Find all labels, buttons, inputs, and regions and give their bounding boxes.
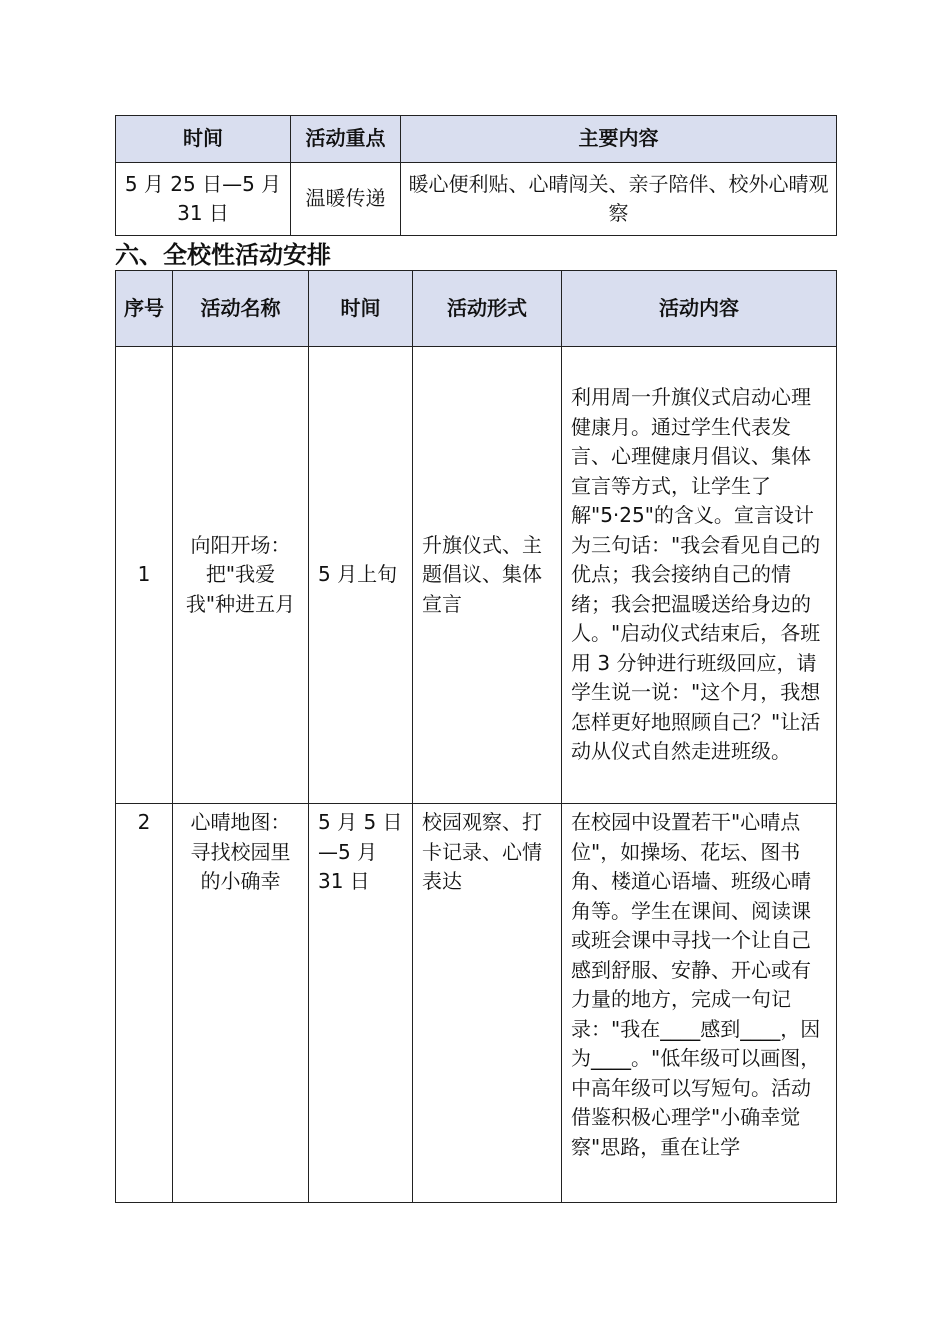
cell-no: 1 bbox=[116, 347, 173, 804]
table-row bbox=[116, 804, 837, 1203]
header-activity-content: 活动内容 bbox=[562, 271, 837, 347]
cell-activity-content: 利用周一升旗仪式启动心理健康月。通过学生代表发言、心理健康月倡议、集体宣言等方式，让学生了解"5·25"的含义。宣言设计为三句话："我会看见自己的优点；我会接纳自己的情绪；我会把温暖送给身边的人。"启动仪式结束后，各班用 3 分钟进行班级回应，请学生说一说："这个月，我想怎样更好地照顾自己？"让活动从仪式自然走进班级。 bbox=[562, 347, 837, 804]
cell-time: 5 月上旬 bbox=[309, 347, 413, 804]
header-main-content: 主要内容 bbox=[401, 116, 837, 163]
cell-activity-name: 心晴地图：寻找校园里的小确幸 bbox=[173, 804, 309, 1203]
cell-activity-form: 升旗仪式、主题倡议、集体宣言 bbox=[413, 347, 562, 804]
header-time: 时间 bbox=[116, 116, 291, 163]
cell-time: 5 月 25 日—5 月 31 日 bbox=[116, 163, 291, 236]
header-activity-name: 活动名称 bbox=[173, 271, 309, 347]
header-time: 时间 bbox=[309, 271, 413, 347]
activity-content-text: 在校园中设置若干"心晴点位"，如操场、花坛、图书角、楼道心语墙、班级心晴角等。学生在课间、阅读课或班会课中寻找一个让自己感到舒服、安静、开心或有力量的地方，完成一句记录："我在____感到____，因为____。"低年级可以画图，中高年级可以写短句。活动借鉴积极心理学"小确幸觉察"思路，重在让学 bbox=[571, 810, 821, 1159]
cell-focus: 温暖传递 bbox=[291, 163, 401, 236]
focus-table bbox=[115, 115, 837, 236]
table-row bbox=[116, 163, 837, 236]
cell-main-content: 暖心便利贴、心晴闯关、亲子陪伴、校外心晴观察 bbox=[401, 163, 837, 236]
header-no: 序号 bbox=[116, 271, 173, 347]
table-header-row bbox=[116, 271, 837, 347]
activity-schedule-table bbox=[115, 270, 837, 1203]
cell-no: 2 bbox=[116, 804, 173, 1203]
table-row bbox=[116, 347, 837, 804]
header-focus: 活动重点 bbox=[291, 116, 401, 163]
section-heading: 六、全校性活动安排 bbox=[115, 241, 331, 269]
cell-time: 5 月 5 日—5 月 31 日 bbox=[309, 804, 413, 1203]
header-activity-form: 活动形式 bbox=[413, 271, 562, 347]
cell-activity-content bbox=[562, 804, 837, 1203]
cell-activity-form: 校园观察、打卡记录、心情表达 bbox=[413, 804, 562, 1203]
cell-activity-name: 向阳开场：把"我爱我"种进五月 bbox=[173, 347, 309, 804]
table-header-row bbox=[116, 116, 837, 163]
